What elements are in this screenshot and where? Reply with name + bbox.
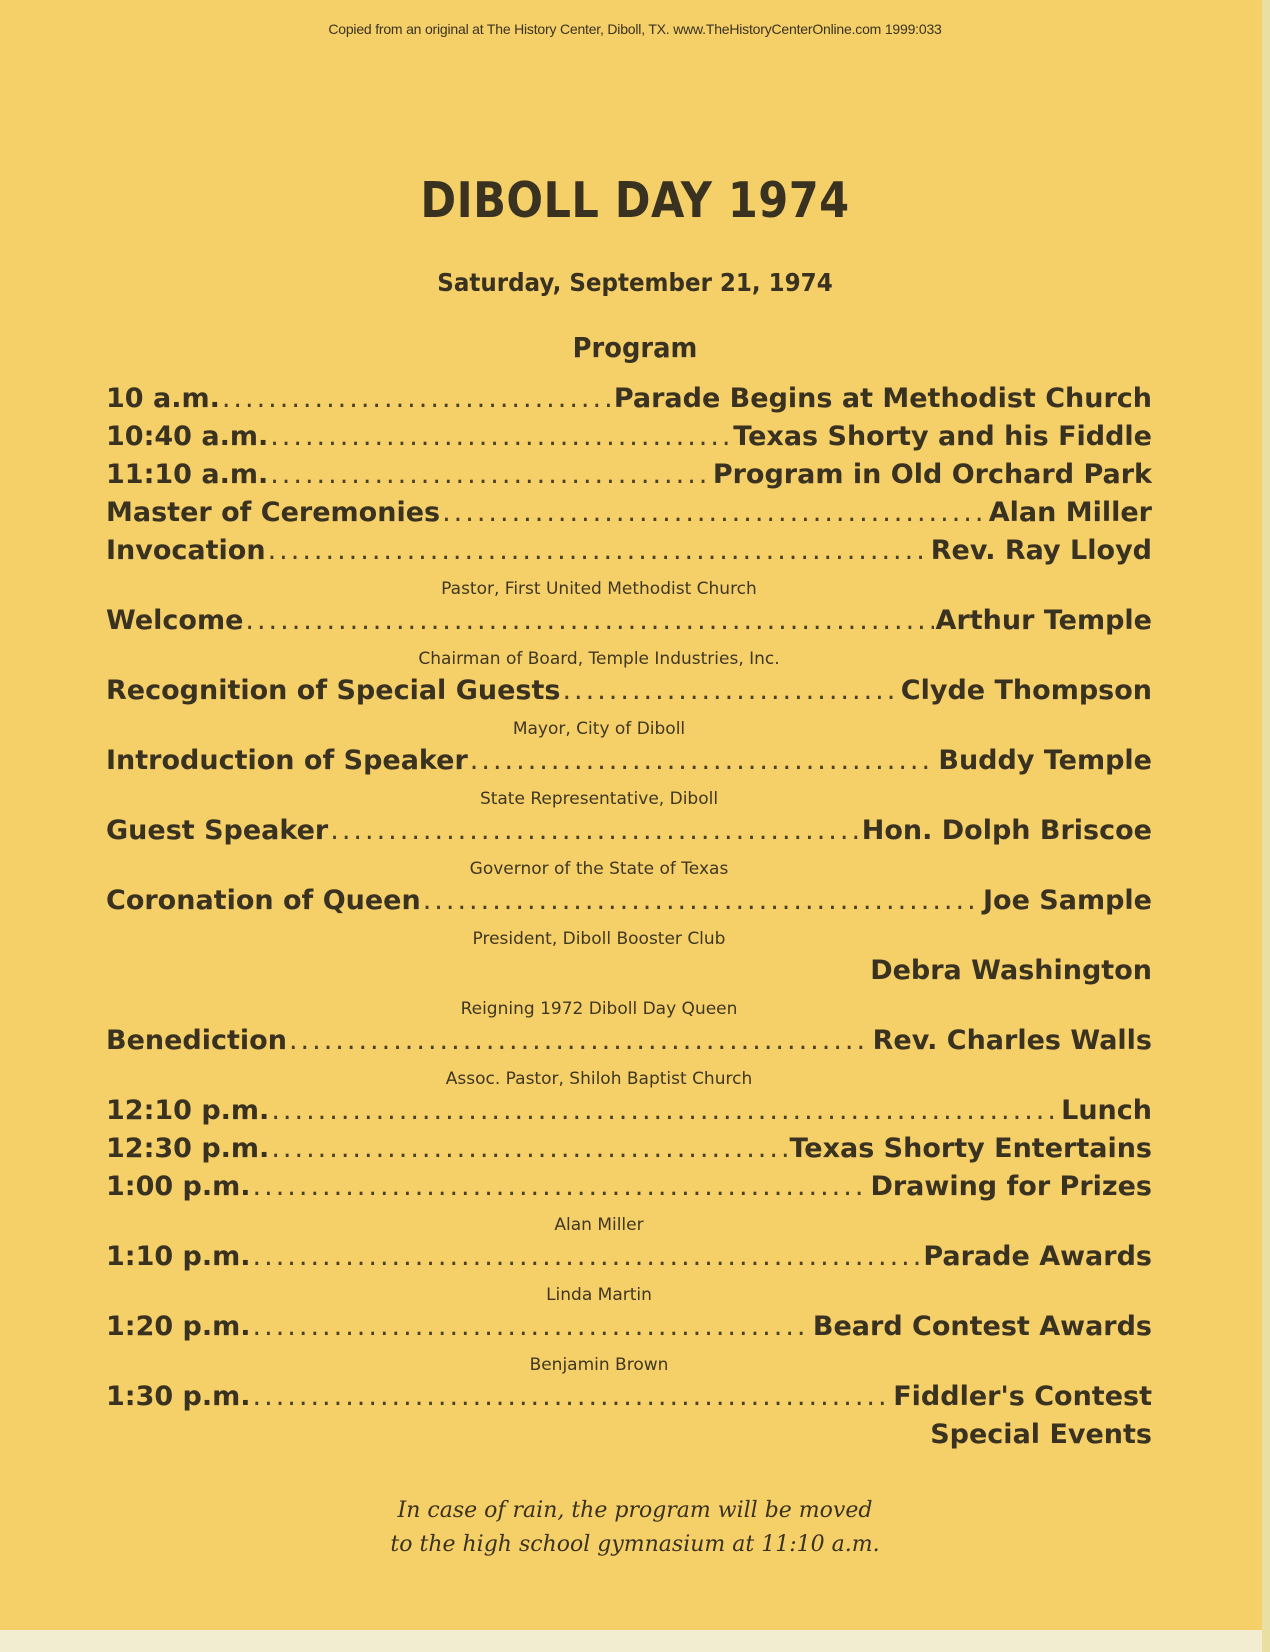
row-time: 1:20 p.m. (106, 1311, 251, 1342)
row-event: Program in Old Orchard Park (712, 459, 1152, 490)
row-person: Clyde Thompson (900, 675, 1152, 706)
program-row-guest-speaker (106, 815, 1152, 853)
program-row-recognition (106, 675, 1152, 713)
program-row-drawing-prizes (106, 1171, 1152, 1209)
row-description: Alan Miller (554, 1215, 644, 1235)
program-row-master-of-ceremonies (106, 497, 1152, 535)
program-list (106, 383, 1152, 1457)
row-description: Governor of the State of Texas (469, 859, 729, 879)
row-description: State Representative, Diboll (479, 789, 719, 809)
row-event: Lunch (1061, 1095, 1152, 1126)
row-event: Parade Begins at Methodist Church (613, 383, 1152, 414)
row-event: Fiddler's Contest (893, 1381, 1152, 1412)
row-description: Pastor, First United Methodist Church (441, 579, 757, 599)
row-time: 1:30 p.m. (106, 1381, 251, 1412)
page-title: DIBOLL DAY 1974 (420, 172, 850, 229)
row-time: 12:10 p.m. (106, 1095, 270, 1126)
row-time: 12:30 p.m. (106, 1133, 270, 1164)
row-time: 11:10 a.m. (106, 459, 269, 490)
row-role: Guest Speaker (106, 815, 329, 846)
leader-dots (289, 1025, 871, 1056)
program-row-invocation (106, 535, 1152, 573)
row-role: Introduction of Speaker (106, 745, 468, 776)
row-description: Assoc. Pastor, Shiloh Baptist Church (445, 1069, 753, 1089)
row-description: Chairman of Board, Temple Industries, Inc. (418, 649, 780, 669)
row-person-extra: Debra Washington (870, 955, 1152, 986)
row-role: Benediction (106, 1025, 287, 1056)
row-description: President, Diboll Booster Club (472, 929, 726, 949)
row-event: Drawing for Prizes (870, 1171, 1152, 1202)
row-person: Hon. Dolph Briscoe (861, 815, 1152, 846)
event-date: Saturday, September 21, 1974 (437, 268, 833, 297)
program-row-parade-awards (106, 1241, 1152, 1279)
leader-dots (330, 815, 859, 846)
leader-dots (270, 421, 731, 452)
program-heading: Program (572, 331, 698, 364)
leader-dots (222, 383, 612, 414)
leader-dots (271, 1095, 1059, 1126)
row-description: Linda Martin (546, 1285, 652, 1305)
row-person: Arthur Temple (935, 605, 1152, 636)
row-role: Recognition of Special Guests (106, 675, 561, 706)
row-event-extra: Special Events (930, 1419, 1152, 1450)
program-row-fiddlers-contest (106, 1381, 1152, 1419)
row-description: Benjamin Brown (529, 1355, 669, 1375)
leader-dots (270, 459, 711, 490)
program-row-shorty-entertains (106, 1133, 1152, 1171)
row-time: 1:10 p.m. (106, 1241, 251, 1272)
row-description: Reigning 1972 Diboll Day Queen (460, 999, 738, 1019)
leader-dots (253, 1381, 892, 1412)
row-description: Mayor, City of Diboll (512, 719, 686, 739)
leader-dots (268, 535, 929, 566)
program-row-texas-shorty (106, 421, 1152, 459)
program-row-benediction (106, 1025, 1152, 1063)
rain-notice (0, 1494, 1270, 1562)
program-row-parade-begins (106, 383, 1152, 421)
program-row-old-orchard-park (106, 459, 1152, 497)
row-person: Rev. Charles Walls (872, 1025, 1152, 1056)
leader-dots (470, 745, 937, 776)
program-row-welcome (106, 605, 1152, 643)
leader-dots (562, 675, 898, 706)
row-event: Parade Awards (923, 1241, 1152, 1272)
leader-dots (423, 885, 981, 916)
row-person: Buddy Temple (938, 745, 1152, 776)
row-time: 1:00 p.m. (106, 1171, 251, 1202)
leader-dots (271, 1133, 787, 1164)
row-event: Texas Shorty and his Fiddle (733, 421, 1152, 452)
leader-dots (253, 1241, 922, 1272)
row-person: Rev. Ray Lloyd (930, 535, 1152, 566)
rain-notice-line-2: to the high school gymnasium at 11:10 a.m. (390, 1532, 880, 1557)
leader-dots (442, 497, 987, 528)
rain-notice-line-1: In case of rain, the program will be moved (397, 1498, 873, 1523)
row-time: 10 a.m. (106, 383, 220, 414)
program-row-lunch (106, 1095, 1152, 1133)
row-role: Master of Ceremonies (106, 497, 441, 528)
program-row-beard-contest (106, 1311, 1152, 1349)
leader-dots (253, 1171, 869, 1202)
leader-dots (253, 1311, 811, 1342)
program-row-coronation (106, 885, 1152, 923)
row-event: Beard Contest Awards (812, 1311, 1152, 1342)
row-person: Alan Miller (988, 497, 1152, 528)
row-role: Invocation (106, 535, 266, 566)
leader-dots (245, 605, 933, 636)
row-role: Welcome (106, 605, 244, 636)
copy-notice: Copied from an original at The History Center, Diboll, TX. www.TheHistoryCenterOnline.com 1999:033 (328, 21, 942, 37)
program-row-introduction (106, 745, 1152, 783)
row-person: Joe Sample (982, 885, 1152, 916)
row-time: 10:40 a.m. (106, 421, 269, 452)
row-event: Texas Shorty Entertains (789, 1133, 1152, 1164)
row-role: Coronation of Queen (106, 885, 421, 916)
